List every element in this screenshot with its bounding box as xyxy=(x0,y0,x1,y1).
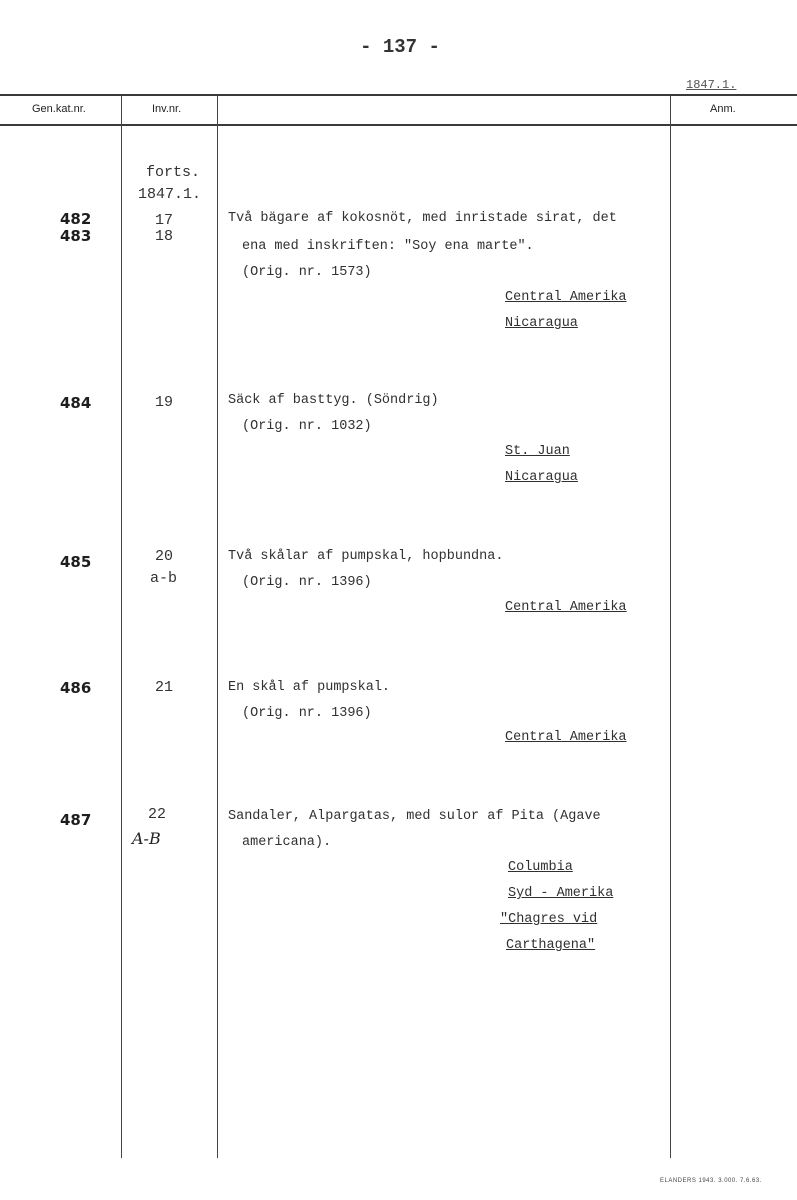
entry-487-desc-line-1: Sandaler, Alpargatas, med sulor af Pita (Agave xyxy=(228,809,601,824)
header-gen-kat-nr: Gen.kat.nr. xyxy=(32,103,86,115)
header-inv-nr: Inv.nr. xyxy=(152,103,182,115)
continuation-forts: forts. xyxy=(146,164,201,181)
inv-sub-a-b: a-b xyxy=(150,570,178,587)
inv-number-22: 22 xyxy=(148,806,167,823)
column-divider-gen-inv xyxy=(121,96,122,1158)
inv-number-17: 17 xyxy=(155,212,174,229)
entry-482-desc-line-3: (Orig. nr. 1573) xyxy=(242,265,372,280)
header-anm: Anm. xyxy=(710,103,736,115)
entry-482-place-1: Central Amerika xyxy=(505,290,627,305)
gen-number-483: 483 xyxy=(60,227,92,245)
entry-484-desc-line-2: (Orig. nr. 1032) xyxy=(242,419,372,434)
entry-487-place-3: "Chagres vid xyxy=(500,912,598,927)
entry-486-desc-line-1: En skål af pumpskal. xyxy=(228,680,391,695)
entry-486-place-1: Central Amerika xyxy=(505,730,627,745)
entry-484-place-1: St. Juan xyxy=(505,444,570,459)
entry-484-desc-line-1: Säck af basttyg. (Söndrig) xyxy=(228,393,439,408)
entry-487-desc-line-2: americana). xyxy=(242,835,332,850)
inv-number-19: 19 xyxy=(155,394,174,411)
entry-486-desc-line-2: (Orig. nr. 1396) xyxy=(242,706,372,721)
inv-number-18: 18 xyxy=(155,228,174,245)
header-bottom-rule xyxy=(0,124,797,126)
page-number: - 137 - xyxy=(360,36,440,58)
gen-number-487: 487 xyxy=(60,811,92,829)
entry-482-desc-line-2: ena med inskriften: "Soy ena marte". xyxy=(242,239,534,254)
inv-number-21: 21 xyxy=(155,679,174,696)
printer-imprint: ELANDERS 1943. 3.000. 7.6.63. xyxy=(660,1178,762,1184)
entry-487-place-4: Carthagena" xyxy=(506,938,596,953)
gen-number-486: 486 xyxy=(60,679,92,697)
column-divider-inv-desc xyxy=(217,96,218,1158)
inv-sub-a-b-handwritten: A-B xyxy=(132,829,161,848)
entry-485-desc-line-2: (Orig. nr. 1396) xyxy=(242,575,372,590)
continuation-series: 1847.1. xyxy=(138,186,202,203)
gen-number-485: 485 xyxy=(60,553,92,571)
top-right-note: 1847.1. xyxy=(686,78,737,92)
entry-482-place-2: Nicaragua xyxy=(505,316,578,331)
header-top-rule xyxy=(0,94,797,96)
entry-487-place-1: Columbia xyxy=(508,860,573,875)
gen-number-482: 482 xyxy=(60,210,92,228)
inv-number-20: 20 xyxy=(155,548,174,565)
column-divider-desc-anm xyxy=(670,96,671,1158)
entry-484-place-2: Nicaragua xyxy=(505,470,578,485)
gen-number-484: 484 xyxy=(60,394,92,412)
entry-482-desc-line-1: Två bägare af kokosnöt, med inristade sirat, det xyxy=(228,211,617,226)
entry-487-place-2: Syd - Amerika xyxy=(508,886,614,901)
entry-485-place-1: Central Amerika xyxy=(505,600,627,615)
entry-485-desc-line-1: Två skålar af pumpskal, hopbundna. xyxy=(228,549,504,564)
